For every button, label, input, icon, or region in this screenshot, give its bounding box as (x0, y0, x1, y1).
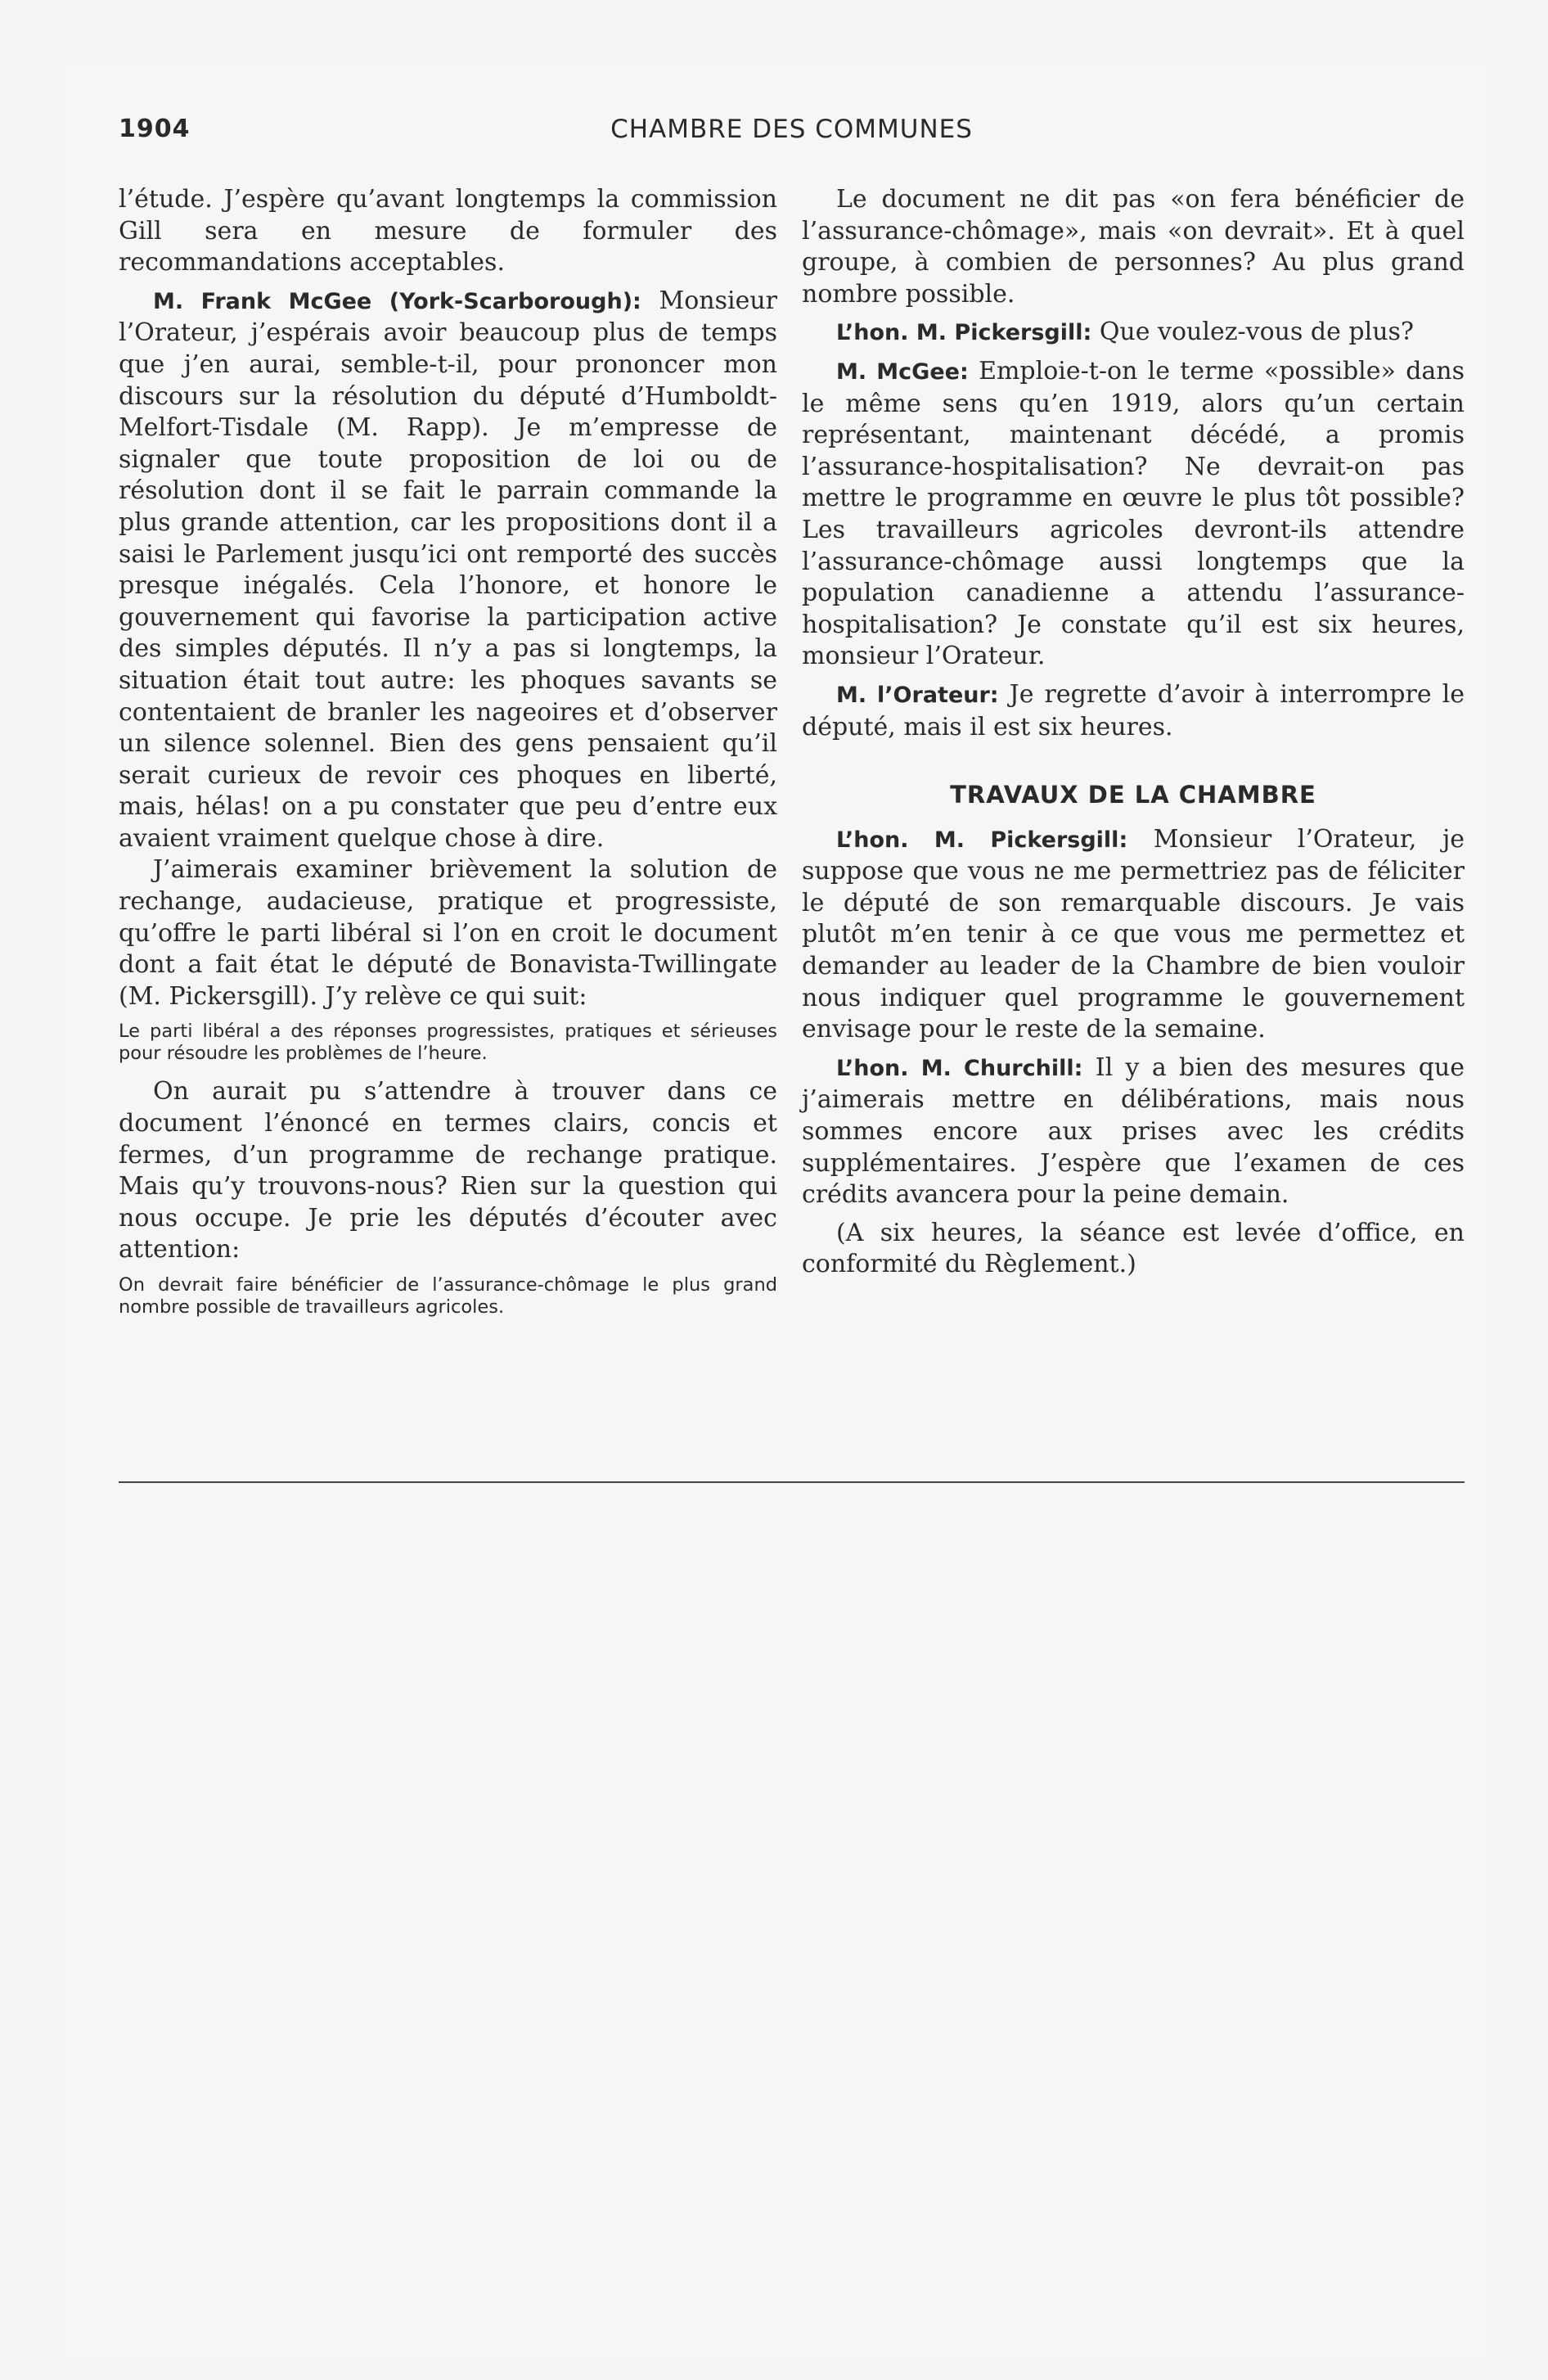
paragraph: Le document ne dit pas «on fera bénéficier de l’assurance-chômage», mais «on devrait». Et à quel groupe, à combien de personnes? Au plus grand nombre possible. (802, 185, 1465, 309)
procedural-note: (A six heures, la séance est levée d’office, en conformité du Règlement.) (802, 1218, 1465, 1279)
paragraph (802, 317, 1465, 349)
speaker-name: M. l’Orateur: (836, 682, 999, 708)
section-divider (119, 1481, 1465, 1483)
left-column (119, 184, 777, 1330)
section-heading: TRAVAUX DE LA CHAMBRE (950, 781, 1316, 809)
speaker-name: L’hon. M. Pickersgill: (836, 320, 1092, 346)
speaker-name: L’hon. M. Pickersgill: (836, 827, 1128, 853)
speaker-name: M. McGee: (836, 358, 969, 385)
paragraph (802, 824, 1465, 1046)
speech-text: Je regrette d’avoir à interrompre le député, mais il est six heures. (802, 679, 1465, 741)
speaker-name: M. Frank McGee (York-Scarborough): (153, 288, 641, 314)
running-title: CHAMBRE DES COMMUNES (610, 115, 973, 144)
page-number: 1904 (119, 115, 191, 143)
paragraph: J’aimerais examiner brièvement la solution de rechange, audacieuse, pratique et progressiste, qu’offre le parti libéral si l’on en croit le document dont a fait état le député de Bonavista-Twillingate (M. Pickersgill). J’y relève ce qui suit: (119, 855, 777, 1011)
speech-text: Il y a bien des mesures que j’aimerais mettre en délibérations, mais nous sommes encore aux prises avec les crédits supplémentaires. J’espère que l’examen de ces crédits avancera pour la peine demain. (802, 1053, 1465, 1210)
paragraph: l’étude. J’espère qu’avant longtemps la commission Gill sera en mesure de formuler des recommandations acceptables. (119, 185, 777, 277)
paragraph (802, 1053, 1465, 1211)
page-header (119, 115, 1465, 156)
paragraph (802, 356, 1465, 673)
paragraph: On aurait pu s’attendre à trouver dans ce document l’énoncé en termes clairs, concis et fermes, d’un programme de rechange pratique. Mais qu’y trouvons-nous? Rien sur la question qui nous occupe. Je prie les députés d’écouter avec attention: (119, 1077, 777, 1264)
block-quote: On devrait faire bénéficier de l’assurance-chômage le plus grand nombre possible de travailleurs agricoles. (119, 1274, 777, 1318)
paragraph (119, 286, 777, 855)
block-quote: Le parti libéral a des réponses progressistes, pratiques et sérieuses pour résoudre les problèmes de l’heure. (119, 1021, 777, 1065)
speaker-name: L’hon. M. Churchill: (836, 1055, 1083, 1081)
speech-text: Que voulez-vous de plus? (1091, 318, 1415, 347)
paragraph (802, 679, 1465, 743)
speech-text: Emploie-t-on le terme «possible» dans le même sens qu’en 1919, alors qu’un certain représentant, maintenant décédé, a promis l’assurance-hospitalisation? Ne devrait-on pas mettre le programme en œuvre le plus tôt possible? Les travailleurs agricoles devront-ils attendre l’assurance-chômage aussi longtemps que la population canadienne a attendu l’assurance-hospitalisation? Je constate qu’il est six heures, monsieur l’Orateur. (802, 356, 1465, 671)
speech-text: Monsieur l’Orateur, je suppose que vous ne me permettriez pas de féliciter le député de son remarquable discours. Je vais plutôt m’en tenir à ce que vous me permettez et demander au leader de la Chambre de bien vouloir nous indiquer quel programme le gouvernement envisage pour le reste de la semaine. (802, 824, 1465, 1044)
right-column (802, 184, 1465, 1281)
speech-text: Monsieur l’Orateur, j’espérais avoir beaucoup plus de temps que j’en aurai, semble-t-il, pour prononcer mon discours sur la résolution du député d’Humboldt-Melfort-Tisdale (M. Rapp). Je m’empresse de signaler que toute proposition de loi ou de résolution dont il se fait le parrain commande la plus grande attention, car les propositions dont il a saisi le Parlement jusqu’ici ont remporté des succès presque inégalés. Cela l’honore, et honore le gouvernement qui favorise la participation active des simples députés. Il n’y a pas si longtemps, la situation était tout autre: les phoques savants se contentaient de branler les nageoires et d’observer un silence solennel. Bien des gens pensaient qu’il serait curieux de revoir ces phoques en liberté, mais, hélas! on a pu constater que peu d’entre eux avaient vraiment quelque chose à dire. (119, 286, 777, 853)
